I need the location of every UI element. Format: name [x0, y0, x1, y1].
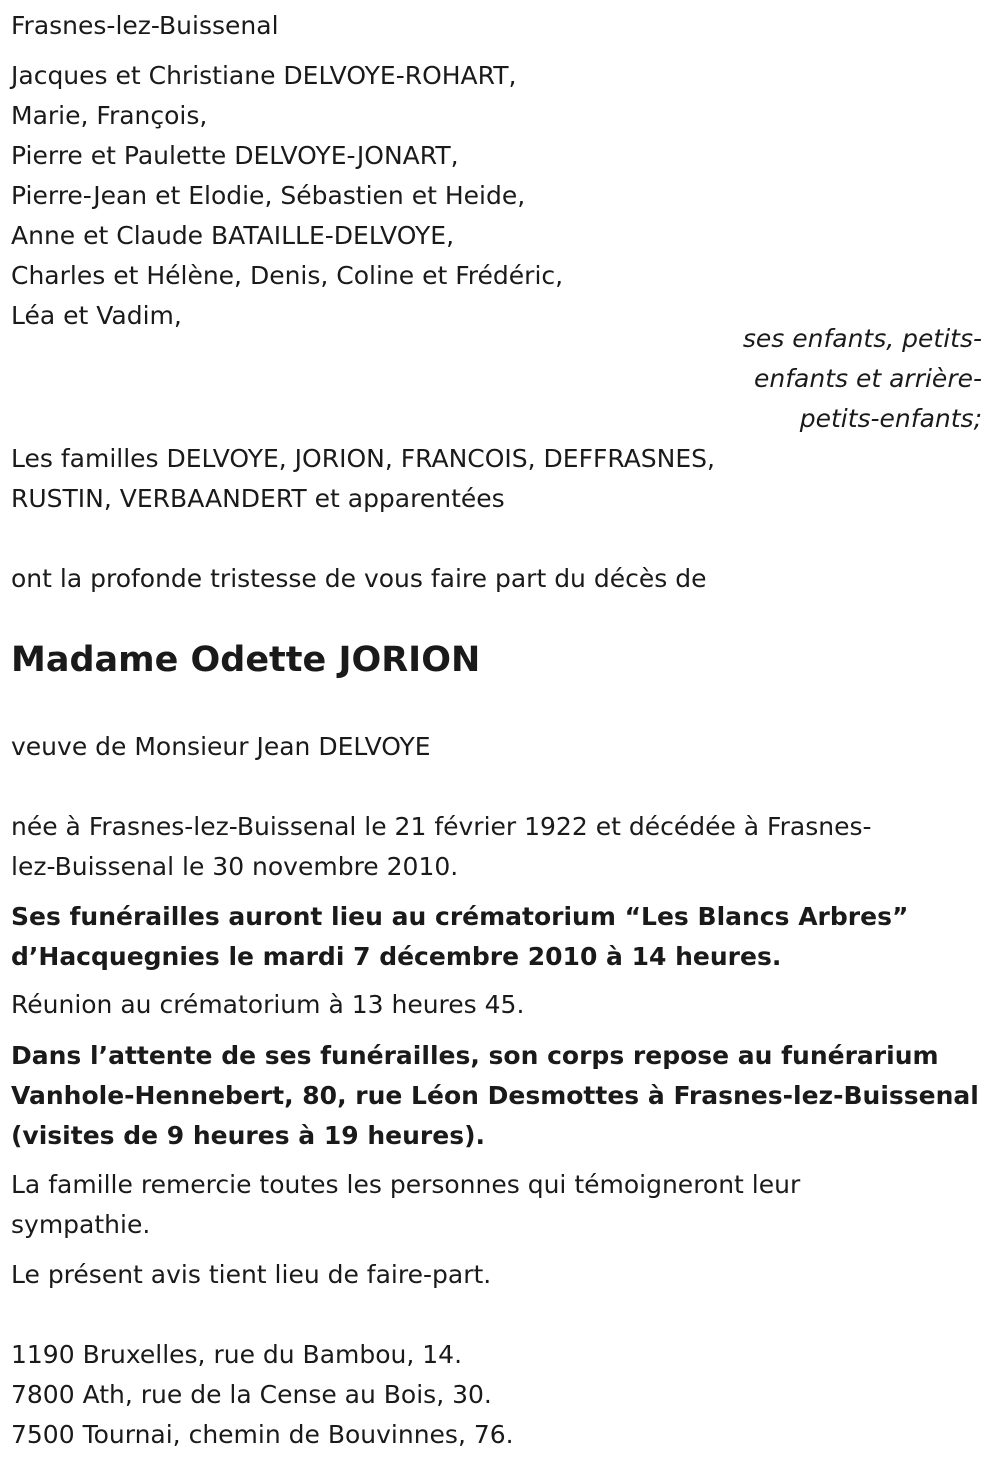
address-line: 1190 Bruxelles, rue du Bambou, 14. — [11, 1340, 463, 1369]
address-line: 7500 Tournai, chemin de Bouvinnes, 76. — [11, 1420, 514, 1449]
deceased-name: Madame Odette JORION — [11, 640, 481, 680]
funeral-line: d’Hacquegnies le mardi 7 décembre 2010 à 14 heures. — [11, 942, 782, 971]
birth-death-line: née à Frasnes-lez-Buissenal le 21 février 1922 et décédée à Frasnes- — [11, 812, 872, 841]
repose-line: Dans l’attente de ses funérailles, son corps repose au funérarium — [11, 1041, 939, 1070]
family-line: Anne et Claude BATAILLE-DELVOYE, — [11, 221, 455, 250]
relation-line: petits-enfants; — [799, 404, 982, 433]
relation-line: enfants et arrière- — [754, 364, 982, 393]
relation-line: ses enfants, petits- — [742, 324, 982, 353]
family-line: Charles et Hélène, Denis, Coline et Frédéric, — [11, 261, 564, 290]
obituary-notice — [11, 0, 991, 1467]
meeting-info: Réunion au crématorium à 13 heures 45. — [11, 990, 525, 1019]
repose-line: (visites de 9 heures à 19 heures). — [11, 1121, 486, 1150]
birth-death-line: lez-Buissenal le 30 novembre 2010. — [11, 852, 459, 881]
address-line: 7800 Ath, rue de la Cense au Bois, 30. — [11, 1380, 492, 1409]
other-families-line: RUSTIN, VERBAANDERT et apparentées — [11, 484, 505, 513]
family-line: Jacques et Christiane DELVOYE-ROHART, — [11, 61, 517, 90]
family-line: Marie, François, — [11, 101, 208, 130]
location-header: Frasnes-lez-Buissenal — [11, 11, 279, 40]
announcement: ont la profonde tristesse de vous faire part du décès de — [11, 564, 707, 593]
other-families-line: Les familles DELVOYE, JORION, FRANCOIS, DEFFRASNES, — [11, 444, 715, 473]
notice: Le présent avis tient lieu de faire-part. — [11, 1260, 492, 1289]
thanks-line: sympathie. — [11, 1210, 151, 1239]
family-line: Pierre-Jean et Elodie, Sébastien et Heide, — [11, 181, 526, 210]
repose-line: Vanhole-Hennebert, 80, rue Léon Desmottes à Frasnes-lez-Buissenal — [11, 1081, 979, 1110]
family-line: Léa et Vadim, — [11, 301, 182, 330]
funeral-line: Ses funérailles auront lieu au crématorium “Les Blancs Arbres” — [11, 902, 909, 931]
widow-of: veuve de Monsieur Jean DELVOYE — [11, 732, 431, 761]
thanks-line: La famille remercie toutes les personnes qui témoigneront leur — [11, 1170, 801, 1199]
family-line: Pierre et Paulette DELVOYE-JONART, — [11, 141, 459, 170]
